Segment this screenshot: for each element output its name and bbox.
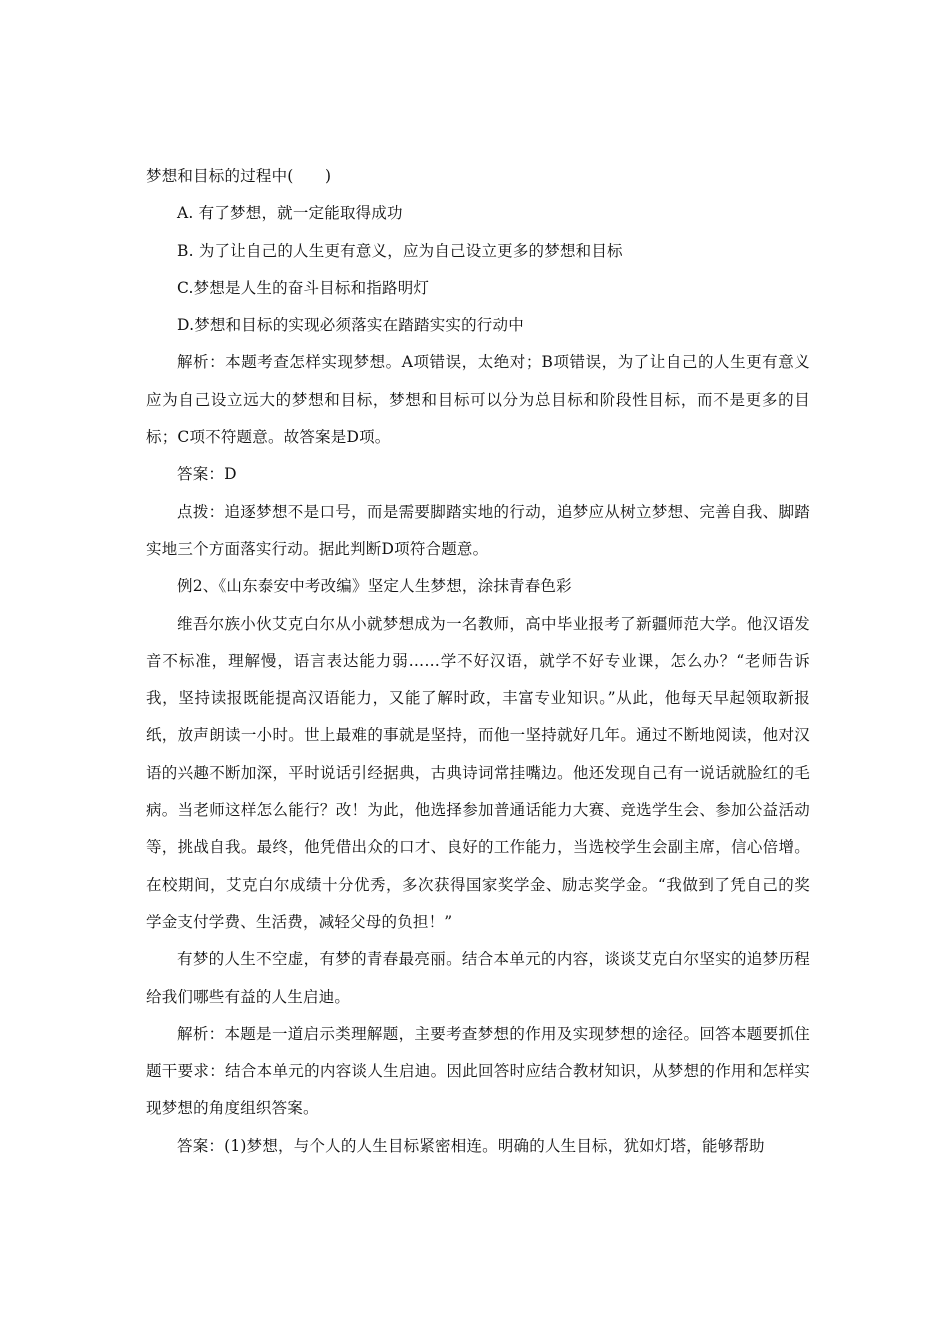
option-b: B. 为了让自己的人生更有意义，应为自己设立更多的梦想和目标 — [177, 241, 623, 260]
tip-paragraph-1: 点拨：追逐梦想不是口号，而是需要脚踏实地的行动，追梦应从树立梦想、完善自我、脚踏实地三个方面落实行动。据此判断D项符合题意。 — [146, 502, 810, 558]
option-c: C.梦想是人生的奋斗目标和指路明灯 — [177, 278, 430, 297]
example-2-material: 维吾尔族小伙艾克白尔从小就梦想成为一名教师，高中毕业报考了新疆师范大学。他汉语发音不标准，理解慢，语言表达能力弱……学不好汉语，就学不好专业课，怎么办？“老师告诉我，坚持读报既能提高汉语能力，又能了解时政，丰富专业知识。”从此，他每天早起领取新报纸，放声朗读一小时。世上最难的事就是坚持，而他一坚持就好几年。通过不断地阅读，他对汉语的兴趣不断加深，平时说话引经据典，古典诗词常挂嘴边。他还发现自己有一说话就脸红的毛病。当老师这样怎么能行？改！为此，他选择参加普通话能力大赛、竞选学生会、参加公益活动等，挑战自我。最终，他凭借出众的口才、良好的工作能力，当选校学生会副主席，信心倍增。在校期间，艾克白尔成绩十分优秀，多次获得国家奖学金、励志奖学金。“我做到了凭自己的奖学金支付学费、生活费，减轻父母的负担！” — [146, 614, 810, 931]
answer-2-start: 答案：(1)梦想，与个人的人生目标紧密相连。明确的人生目标，犹如灯塔，能够帮助 — [177, 1136, 765, 1155]
option-a: A. 有了梦想，就一定能取得成功 — [177, 204, 403, 223]
option-d: D.梦想和目标的实现必须落实在踏踏实实的行动中 — [177, 316, 524, 335]
analysis-paragraph-1: 解析：本题考查怎样实现梦想。A项错误，太绝对；B项错误，为了让自己的人生更有意义应为自己设立远大的梦想和目标，梦想和目标可以分为总目标和阶段性目标，而不是更多的目标；C项不符题意。故答案是D项。 — [146, 353, 810, 447]
question-stem-end: 梦想和目标的过程中( ) — [146, 167, 332, 185]
document-page — [146, 158, 810, 1165]
example-2-title: 例2、《山东泰安中考改编》坚定人生梦想，涂抹青春色彩 — [177, 577, 572, 596]
answer-1: 答案：D — [177, 465, 237, 484]
example-2-question: 有梦的人生不空虚，有梦的青春最亮丽。结合本单元的内容，谈谈艾克白尔坚实的追梦历程给我们哪些有益的人生启迪。 — [146, 950, 810, 1006]
analysis-paragraph-2: 解析：本题是一道启示类理解题，主要考查梦想的作用及实现梦想的途径。回答本题要抓住题干要求：结合本单元的内容谈人生启迪。因此回答时应结合教材知识，从梦想的作用和怎样实现梦想的角度组织答案。 — [146, 1024, 810, 1118]
